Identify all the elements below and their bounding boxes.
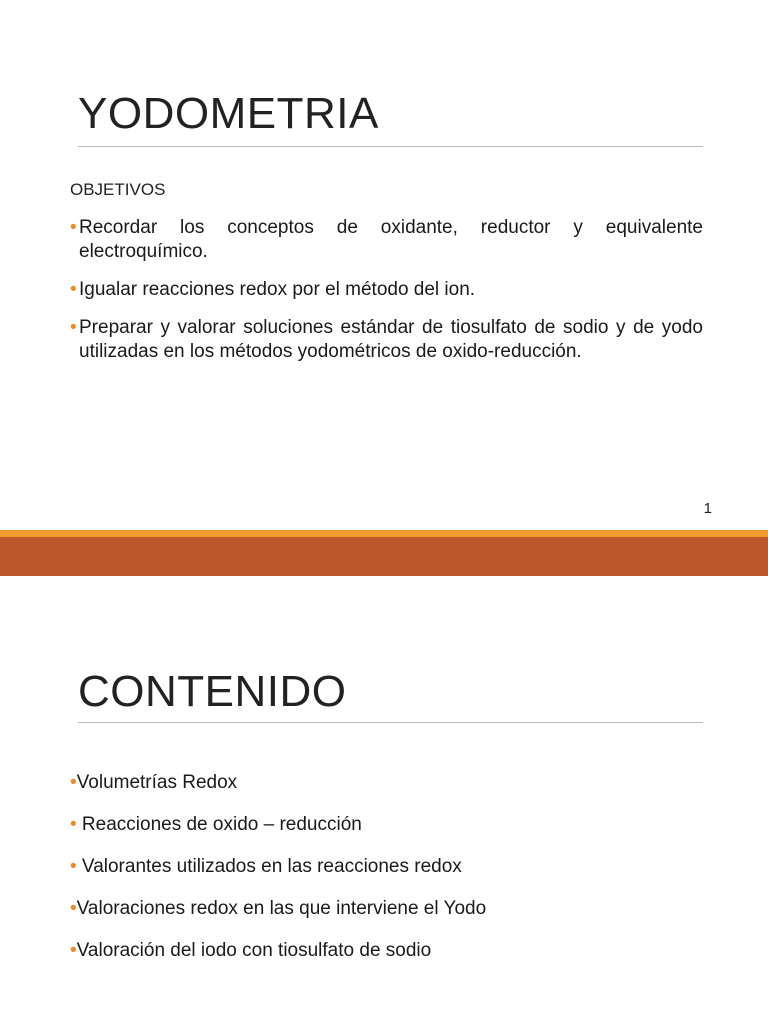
bullet-icon: • xyxy=(70,772,77,793)
bullet-icon: • xyxy=(70,279,77,300)
separator-accent-stripe xyxy=(0,530,768,537)
bullet-icon: • xyxy=(70,317,77,338)
objective-text: Preparar y valorar soluciones estándar de tiosulfato de sodio y de yodo utilizadas en los métodos yodométricos de oxido-reducción. xyxy=(79,317,703,362)
contents-item xyxy=(70,771,486,813)
slide-2 xyxy=(0,576,768,1024)
bullet-icon: • xyxy=(70,814,77,835)
contents-item xyxy=(70,855,486,897)
objectives-list xyxy=(70,216,703,378)
contents-list xyxy=(70,771,486,981)
contents-item-text: Valorantes utilizados en las reacciones redox xyxy=(76,856,462,877)
contents-item-text: Valoraciones redox en las que interviene el Yodo xyxy=(76,898,487,919)
objective-item xyxy=(70,278,703,302)
objectives-heading: OBJETIVOS xyxy=(70,180,166,199)
bullet-icon: • xyxy=(70,940,77,961)
title-divider xyxy=(78,146,703,147)
contents-item-text: Reacciones de oxido – reducción xyxy=(76,814,362,835)
slide-separator-band xyxy=(0,530,768,576)
objective-text: Igualar reacciones redox por el método del ion. xyxy=(79,279,476,300)
bullet-icon: • xyxy=(70,217,77,238)
bullet-icon: • xyxy=(70,856,77,877)
contents-item-text: Valoración del iodo con tiosulfato de sodio xyxy=(76,940,432,961)
contents-item xyxy=(70,939,486,981)
contents-item-text: Volumetrías Redox xyxy=(76,772,238,793)
bullet-icon: • xyxy=(70,898,77,919)
objective-item xyxy=(70,316,703,364)
objective-item xyxy=(70,216,703,264)
slide-title: YODOMETRIA xyxy=(78,89,379,138)
contents-item xyxy=(70,897,486,939)
contents-item xyxy=(70,813,486,855)
objective-text: Recordar los conceptos de oxidante, reductor y equivalente electroquímico. xyxy=(79,217,703,262)
slide-number: 1 xyxy=(703,500,712,517)
slide-title: CONTENIDO xyxy=(78,667,347,716)
title-divider xyxy=(78,722,703,723)
